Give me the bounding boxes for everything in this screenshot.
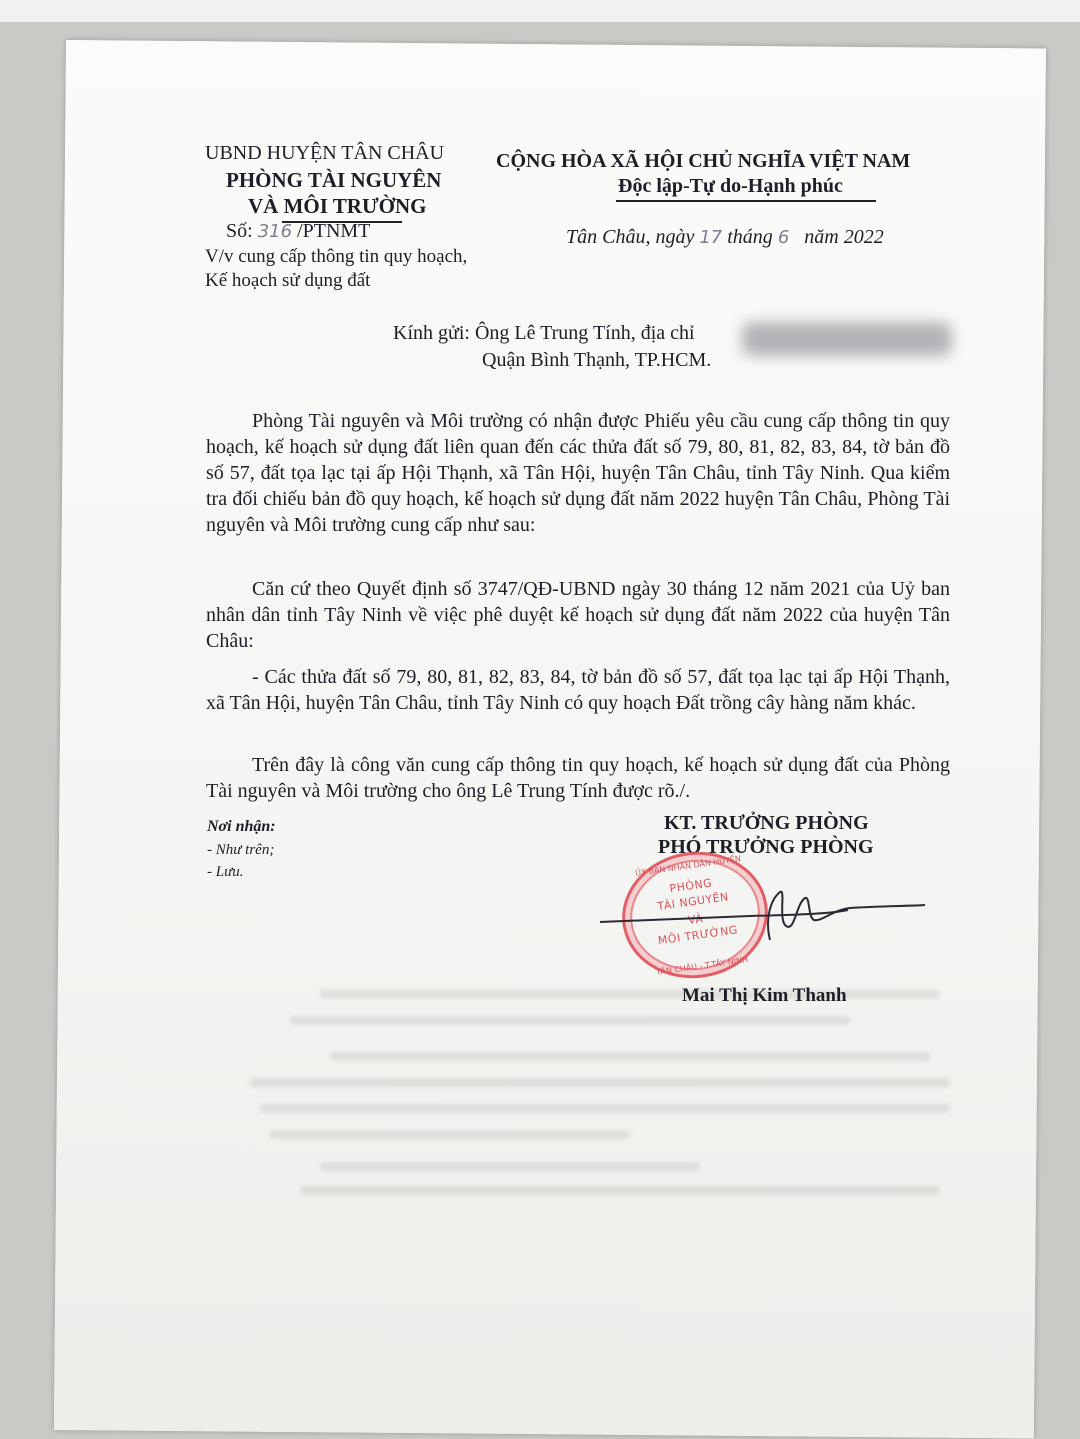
recipient-line1: Kính gửi: Ông Lê Trung Tính, địa chỉ xyxy=(393,322,695,344)
subject-line2: Kế hoạch sử dụng đất xyxy=(205,270,371,291)
top-bar xyxy=(0,0,1080,22)
recipients-list-item-2: - Lưu. xyxy=(207,864,244,880)
document-paper xyxy=(54,40,1046,1438)
department-name-line1: PHÒNG TÀI NGUYÊN xyxy=(226,168,442,192)
ghost-text xyxy=(250,1078,950,1087)
ghost-text xyxy=(320,990,940,999)
seal-line1: PHÒNG xyxy=(668,876,713,896)
redacted-address xyxy=(742,322,952,356)
body-paragraph-2: Căn cứ theo Quyết định số 3747/QĐ-UBND ngày 30 tháng 12 năm 2021 của Uỷ ban nhân dân tỉnh Tây Ninh về việc phê duyệt kế hoạch sử dụng đất năm 2022 của huyện Tân Châu: xyxy=(206,578,950,652)
subject-line1: V/v cung cấp thông tin quy hoạch, xyxy=(205,246,468,267)
national-motto: Độc lập-Tự do-Hạnh phúc xyxy=(618,175,843,197)
signer-name: Mai Thị Kim Thanh xyxy=(682,985,847,1006)
body-paragraph-1: Phòng Tài nguyên và Môi trường có nhận được Phiếu yêu cầu cung cấp thông tin quy hoạch, kế hoạch sử dụng đất liên quan đến các thửa đất số 79, 80, 81, 82, 83, 84, tờ bản đồ số 57, đất tọa lạc tại ấp Hội Thạnh, xã Tân Hội, huyện Tân Châu, tỉnh Tây Ninh. Qua kiểm tra đối chiếu bản đồ quy hoạch, kế hoạch sử dụng đất năm 2022 huyện Tân Châu, Phòng Tài nguyên và Môi trường cung cấp như sau: xyxy=(206,410,950,536)
recipients-list-item-1: - Như trên; xyxy=(207,842,275,858)
seal-line4: MÔI TRƯỜNG xyxy=(657,923,739,948)
ghost-text xyxy=(290,1016,850,1025)
handwritten-signature xyxy=(600,880,930,960)
ghost-text xyxy=(330,1052,930,1061)
seal-ring-top: ỦY BAN NHÂN DÂN HUYỆN xyxy=(634,854,742,878)
document-date xyxy=(566,226,884,249)
date-month-label: tháng xyxy=(727,226,773,248)
body-paragraph-4: Trên đây là công văn cung cấp thông tin quy hoạch, kế hoạch sử dụng đất của Phòng Tài nguyên và Môi trường cho ông Lê Trung Tính được rõ./. xyxy=(206,754,950,802)
document-number-suffix: /PTNMT xyxy=(297,220,371,242)
recipients-list-label: Nơi nhận: xyxy=(207,818,276,835)
document-number-label: Số: xyxy=(226,220,253,242)
document-number-handwritten: 316 xyxy=(257,221,293,242)
seal-line3: VÀ xyxy=(687,911,705,927)
ghost-text xyxy=(260,1104,950,1113)
date-month-handwritten: 6 xyxy=(777,227,790,248)
ghost-text xyxy=(270,1130,630,1139)
recipient-line2: Quận Bình Thạnh, TP.HCM. xyxy=(482,349,712,371)
body-paragraph-3: - Các thửa đất số 79, 80, 81, 82, 83, 84, tờ bản đồ số 57, đất tọa lạc tại ấp Hội Thạnh, xã Tân Hội, huyện Tân Châu, tỉnh Tây Ninh có quy hoạch Đất trồng cây hàng năm khác. xyxy=(206,666,950,714)
department-name-line2: VÀ MÔI TRƯỜNG xyxy=(248,194,427,218)
date-day-handwritten: 17 xyxy=(699,227,723,248)
date-year: năm 2022 xyxy=(804,226,884,248)
ghost-text xyxy=(320,1162,700,1171)
authority-name: UBND HUYỆN TÂN CHÂU xyxy=(205,142,445,164)
date-place: Tân Châu, ngày xyxy=(566,226,695,248)
seal-line2: TÀI NGUYÊN xyxy=(656,890,730,914)
document-number xyxy=(226,220,370,243)
ghost-text xyxy=(300,1186,940,1195)
signer-title-2: PHÓ TRƯỞNG PHÒNG xyxy=(658,836,874,858)
signer-title-1: KT. TRƯỞNG PHÒNG xyxy=(664,812,869,834)
seal-ring-bottom: TÂN CHÂU - T.TÂY NINH xyxy=(655,955,749,977)
motto-underline xyxy=(616,200,876,202)
national-title: CỘNG HÒA XÃ HỘI CHỦ NGHĨA VIỆT NAM xyxy=(496,150,911,172)
